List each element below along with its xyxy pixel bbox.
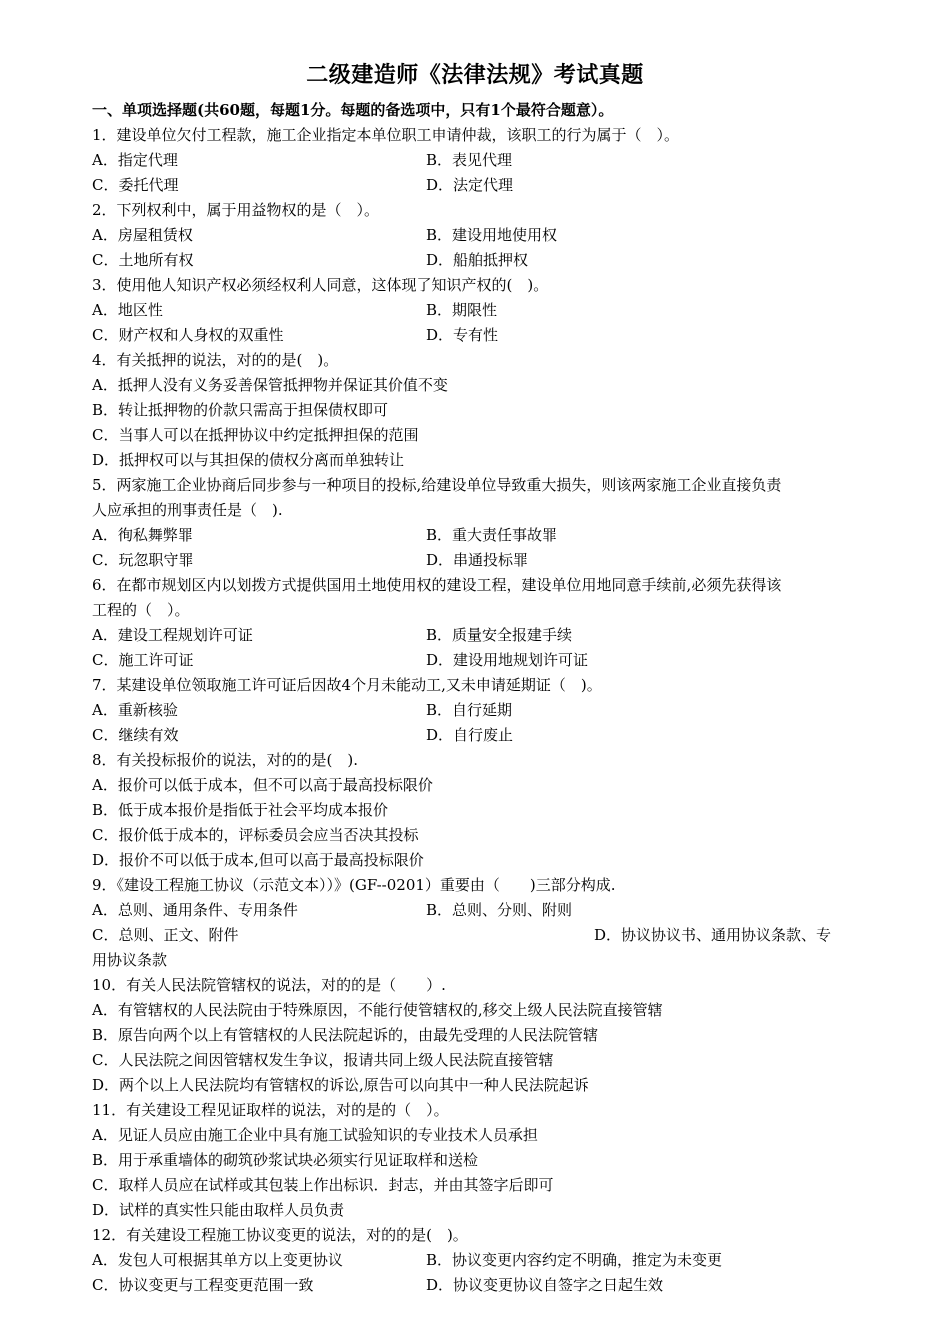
question-8-option-b: B．低于成本报价是指低于社会平均成本报价	[92, 801, 389, 819]
question-9-stem: 9．《建设工程施工协议（示范文本））》(GF--0201）重要由（ )三部分构成.	[92, 876, 616, 894]
question-2-option-c: C．土地所有权	[92, 251, 194, 269]
question-1-stem: 1．建设单位欠付工程款，施工企业指定本单位职工申请仲裁，该职工的行为属于（ ）。	[92, 126, 680, 144]
question-1-option-a: A．指定代理	[92, 151, 178, 169]
question-4-stem: 4．有关抵押的说法，对的的是( )。	[92, 351, 339, 369]
question-6-stem: 6．在都市规划区内以划拨方式提供国用土地使用权的建设工程，建设单位用地同意手续前,必须先获得该	[92, 576, 782, 594]
question-11-option-d: D．试样的真实性只能由取样人员负责	[92, 1201, 345, 1219]
question-7-option-d: D．自行废止	[426, 726, 514, 744]
question-3-option-d: D．专有性	[426, 326, 499, 344]
question-11-option-b: B．用于承重墙体的砌筑砂浆试块必须实行见证取样和送检	[92, 1151, 479, 1169]
question-8-option-c: C．报价低于成本的，评标委员会应当否决其投标	[92, 826, 419, 844]
question-5-option-d: D．串通投标罪	[426, 551, 529, 569]
question-12-option-c: C．协议变更与工程变更范围一致	[92, 1276, 314, 1294]
question-4-option-b: B．转让抵押物的价款只需高于担保债权即可	[92, 401, 389, 419]
question-10-stem: 10．有关人民法院管辖权的说法，对的的是（ ）.	[92, 976, 446, 994]
question-5-option-c: C．玩忽职守罪	[92, 551, 194, 569]
question-11-stem: 11．有关建设工程见证取样的说法，对的是的（ ）。	[92, 1101, 449, 1119]
question-1-option-b: B．表见代理	[426, 151, 513, 169]
question-10-option-b: B．原告向两个以上有管辖权的人民法院起诉的，由最先受理的人民法院管辖	[92, 1026, 599, 1044]
question-10-option-c: C．人民法院之间因管辖权发生争议，报请共同上级人民法院直接管辖	[92, 1051, 554, 1069]
question-9-option-d: D．协议协议书、通用协议条款、专	[594, 926, 832, 944]
question-3-option-b: B．期限性	[426, 301, 498, 319]
page-title: 二级建造师《法律法规》考试真题	[306, 62, 644, 88]
question-6-option-c: C．施工许可证	[92, 651, 194, 669]
question-2-option-d: D．船舶抵押权	[426, 251, 529, 269]
question-7-option-b: B．自行延期	[426, 701, 513, 719]
question-7-stem: 7．某建设单位领取施工许可证后因故4个月未能动工,又未申请延期证（ )。	[92, 676, 602, 694]
question-2-option-a: A．房屋租赁权	[92, 226, 193, 244]
question-8-option-d: D．报价不可以低于成本,但可以高于最高投标限价	[92, 851, 424, 869]
question-5-stem: 5．两家施工企业协商后同步参与一种项目的投标,给建设单位导致重大损失，则该两家施工企业直接负责	[92, 476, 782, 494]
question-6-option-d: D．建设用地规划许可证	[426, 651, 589, 669]
question-8-stem: 8．有关投标报价的说法，对的的是( ).	[92, 751, 359, 769]
question-4-option-a: A．抵押人没有义务妥善保管抵押物并保证其价值不变	[92, 376, 448, 394]
question-9-option-d-continued: 用协议条款	[92, 951, 168, 969]
question-6-option-a: A．建设工程规划许可证	[92, 626, 253, 644]
question-2-stem: 2．下列权利中，属于用益物权的是（ ）。	[92, 201, 380, 219]
section-heading: 一、单项选择题(共60题，每题1分。每题的备选项中，只有1个最符合题意）。	[92, 101, 614, 119]
question-1-option-d: D．法定代理	[426, 176, 514, 194]
question-6-option-b: B．质量安全报建手续	[426, 626, 573, 644]
question-4-option-c: C．当事人可以在抵押协议中约定抵押担保的范围	[92, 426, 419, 444]
question-12-option-d: D．协议变更协议自签字之日起生效	[426, 1276, 664, 1294]
question-6-stem-continued: 工程的（ ）。	[92, 601, 190, 619]
question-3-option-c: C．财产权和人身权的双重性	[92, 326, 284, 344]
question-1-option-c: C．委托代理	[92, 176, 179, 194]
question-3-option-a: A．地区性	[92, 301, 163, 319]
question-12-option-b: B．协议变更内容约定不明确，推定为未变更	[426, 1251, 723, 1269]
question-3-stem: 3．使用他人知识产权必须经权利人同意，这体现了知识产权的( )。	[92, 276, 549, 294]
question-11-option-a: A．见证人员应由施工企业中具有施工试验知识的专业技术人员承担	[92, 1126, 538, 1144]
question-12-stem: 12．有关建设工程施工协议变更的说法，对的的是( )。	[92, 1226, 468, 1244]
question-8-option-a: A．报价可以低于成本，但不可以高于最高投标限价	[92, 776, 433, 794]
question-9-option-b: B．总则、分则、附则	[426, 901, 573, 919]
question-12-option-a: A．发包人可根据其单方以上变更协议	[92, 1251, 343, 1269]
question-4-option-d: D．抵押权可以与其担保的债权分离而单独转让	[92, 451, 405, 469]
question-10-option-d: D．两个以上人民法院均有管辖权的诉讼,原告可以向其中一种人民法院起诉	[92, 1076, 589, 1094]
question-10-option-a: A．有管辖权的人民法院由于特殊原因，不能行使管辖权的,移交上级人民法院直接管辖	[92, 1001, 663, 1019]
question-9-option-a: A．总则、通用条件、专用条件	[92, 901, 298, 919]
question-5-stem-continued: 人应承担的刑事责任是（ ).	[92, 501, 283, 519]
question-5-option-a: A．徇私舞弊罪	[92, 526, 193, 544]
question-2-option-b: B．建设用地使用权	[426, 226, 558, 244]
question-5-option-b: B．重大责任事故罪	[426, 526, 558, 544]
question-9-option-c: C．总则、正文、附件	[92, 926, 239, 944]
question-7-option-a: A．重新核验	[92, 701, 178, 719]
question-7-option-c: C．继续有效	[92, 726, 179, 744]
question-11-option-c: C．取样人员应在试样或其包装上作出标识．封志，并由其签字后即可	[92, 1176, 554, 1194]
